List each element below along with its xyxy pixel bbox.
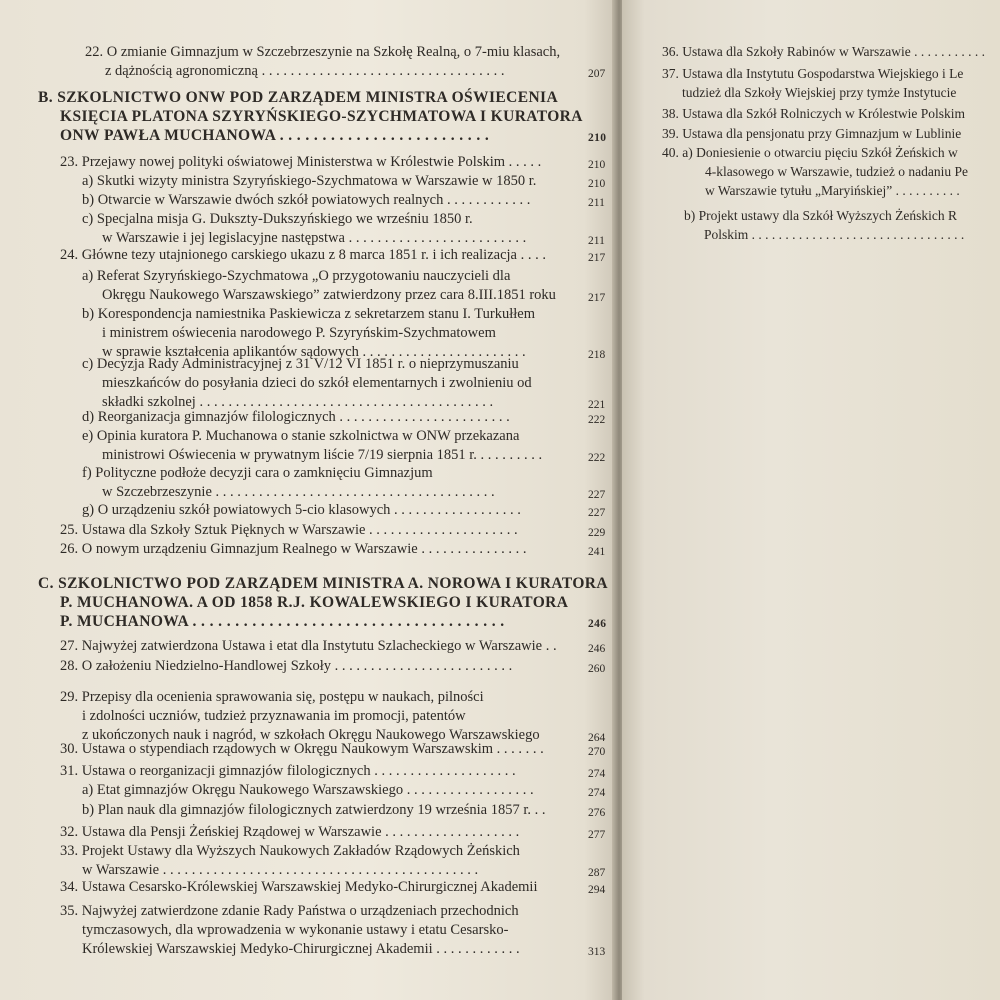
toc-line: 37. Ustawa dla Instytutu Gospodarstwa Wiejskiego i Le: [662, 66, 964, 81]
toc-line: a) Skutki wizyty ministra Szyryńskiego-Szychmatowa w Warszawie w 1850 r.: [82, 173, 537, 189]
toc-line: 30. Ustawa o stypendiach rządowych w Okręgu Naukowym Warszawskim . . . . . . .: [60, 741, 544, 757]
toc-line: 36. Ustawa dla Szkoły Rabinów w Warszawie . . . . . . . . . . .: [662, 44, 985, 59]
toc-line: KSIĘCIA PLATONA SZYRYŃSKIEGO-SZYCHMATOWA I KURATORA: [60, 108, 583, 125]
toc-line: d) Reorganizacja gimnazjów filologicznych . . . . . . . . . . . . . . . . . . . . . . . .: [82, 409, 510, 425]
toc-page-number: 207: [588, 68, 606, 80]
toc-line: 22. O zmianie Gimnazjum w Szczebrzeszynie na Szkołę Realną, o 7-miu klasach,: [85, 44, 561, 60]
toc-line: C. SZKOLNICTWO POD ZARZĄDEM MINISTRA A. NOROWA I KURATORA: [38, 575, 608, 592]
toc-line: Królewskiej Warszawskiej Medyko-Chirurgicznej Akademii . . . . . . . . . . . .: [82, 941, 520, 957]
toc-line: Okręgu Naukowego Warszawskiego” zatwierdzony przez cara 8.III.1851 roku: [102, 287, 556, 303]
toc-page-number: 218: [588, 349, 606, 361]
toc-page-number: 264: [588, 732, 606, 744]
toc-page-number: 274: [588, 768, 606, 780]
toc-line: e) Opinia kuratora P. Muchanowa o stanie szkolnictwa w ONW przekazana: [82, 428, 520, 444]
toc-page-number: 313: [588, 946, 606, 958]
toc-page-number: 294: [588, 884, 606, 896]
toc-page-number: 210: [588, 178, 606, 190]
toc-line: 27. Najwyżej zatwierdzona Ustawa i etat dla Instytutu Szlacheckiego w Warszawie . .: [60, 638, 557, 654]
toc-page-number: 260: [588, 663, 606, 675]
toc-line: składki szkolnej . . . . . . . . . . . . . . . . . . . . . . . . . . . . . . . . . . . . . . . . .: [102, 394, 494, 410]
toc-line: w Warszawie tytułu „Maryińskiej” . . . . . . . . . .: [705, 183, 960, 198]
toc-page-number: 227: [588, 489, 606, 501]
toc-line: 29. Przepisy dla ocenienia sprawowania się, postępu w naukach, pilności: [60, 689, 484, 705]
toc-page-number: 211: [588, 235, 605, 247]
toc-line: 40. a) Doniesienie o otwarciu pięciu Szkół Żeńskich w: [662, 145, 958, 160]
toc-line: ONW PAWŁA MUCHANOWA . . . . . . . . . . . . . . . . . . . . . . . . .: [60, 127, 490, 144]
toc-line: 24. Główne tezy utajnionego carskiego ukazu z 8 marca 1851 r. i ich realizacja . . . .: [60, 247, 546, 263]
toc-line: B. SZKOLNICTWO ONW POD ZARZĄDEM MINISTRA OŚWIECENIA: [38, 89, 559, 106]
toc-page-number: 210: [588, 132, 607, 144]
toc-page-number: 277: [588, 829, 606, 841]
toc-page-number: 217: [588, 252, 606, 264]
toc-line: i zdolności uczniów, tudzież przyznawania im promocji, patentów: [82, 708, 466, 724]
toc-line: b) Otwarcie w Warszawie dwóch szkół powiatowych realnych . . . . . . . . . . . .: [82, 192, 531, 208]
toc-line: z ukończonych nauk i nagród, w szkołach Okręgu Naukowego Warszawskiego: [82, 727, 540, 743]
toc-page-number: 246: [588, 618, 607, 630]
toc-page-number: 276: [588, 807, 606, 819]
toc-page-number: 227: [588, 507, 606, 519]
toc-line: tymczasowych, dla wprowadzenia w wykonanie ustawy i etatu Cesarsko-: [82, 922, 509, 938]
toc-line: 4-klasowego w Warszawie, tudzież o nadaniu Pe: [705, 164, 968, 179]
toc-line: Polskim . . . . . . . . . . . . . . . . . . . . . . . . . . . . . . . .: [704, 227, 965, 242]
toc-page-number: 246: [588, 643, 606, 655]
toc-line: 31. Ustawa o reorganizacji gimnazjów filologicznych . . . . . . . . . . . . . . . . . . . .: [60, 763, 516, 779]
toc-line: a) Etat gimnazjów Okręgu Naukowego Warszawskiego . . . . . . . . . . . . . . . . . .: [82, 782, 534, 798]
toc-page-number: 222: [588, 452, 606, 464]
toc-line: 33. Projekt Ustawy dla Wyższych Naukowych Zakładów Rządowych Żeńskich: [60, 843, 520, 859]
toc-page-number: 210: [588, 159, 606, 171]
toc-line: w Warszawie . . . . . . . . . . . . . . . . . . . . . . . . . . . . . . . . . . . . . . . . . . . .: [82, 862, 479, 878]
toc-line: a) Referat Szyryńskiego-Szychmatowa „O przygotowaniu nauczycieli dla: [82, 268, 511, 284]
toc-line: P. MUCHANOWA. A OD 1858 R.J. KOWALEWSKIEGO I KURATORA: [60, 594, 569, 611]
toc-page-number: 217: [588, 292, 606, 304]
toc-line: 28. O założeniu Niedzielno-Handlowej Szkoły . . . . . . . . . . . . . . . . . . . . . . . . .: [60, 658, 513, 674]
toc-line: i ministrem oświecenia narodowego P. Szyryńskim-Szychmatowem: [102, 325, 496, 341]
toc-line: w sprawie kształcenia aplikantów sądowych . . . . . . . . . . . . . . . . . . . . . . .: [102, 344, 526, 360]
toc-line: 26. O nowym urządzeniu Gimnazjum Realnego w Warszawie . . . . . . . . . . . . . . .: [60, 541, 527, 557]
toc-line: 25. Ustawa dla Szkoły Sztuk Pięknych w Warszawie . . . . . . . . . . . . . . . . . . . . .: [60, 522, 518, 538]
toc-line: w Szczebrzeszynie . . . . . . . . . . . . . . . . . . . . . . . . . . . . . . . . . . . . . . .: [102, 484, 495, 500]
toc-page-number: 241: [588, 546, 606, 558]
toc-page-number: 270: [588, 746, 606, 758]
toc-page-number: 211: [588, 197, 605, 209]
toc-line: 35. Najwyżej zatwierdzone zdanie Rady Państwa o urządzeniach przechodnich: [60, 903, 519, 919]
toc-line: c) Specjalna misja G. Dukszty-Dukszyńskiego we wrześniu 1850 r.: [82, 211, 473, 227]
toc-line: ministrowi Oświecenia w prywatnym liście 7/19 sierpnia 1851 r. . . . . . . . . .: [102, 447, 543, 463]
toc-line: 39. Ustawa dla pensjonatu przy Gimnazjum w Lublinie: [662, 126, 962, 141]
right-page: [622, 0, 1000, 1000]
toc-line: c) Decyzja Rady Administracyjnej z 31 V/12 VI 1851 r. o nieprzymuszaniu: [82, 356, 519, 372]
toc-page-number: 222: [588, 414, 606, 426]
toc-line: 34. Ustawa Cesarsko-Królewskiej Warszawskiej Medyko-Chirurgicznej Akademii: [60, 879, 538, 895]
toc-page-number: 287: [588, 867, 606, 879]
toc-page-number: 221: [588, 399, 606, 411]
toc-line: b) Plan nauk dla gimnazjów filologicznych zatwierdzony 19 września 1857 r. . .: [82, 802, 546, 818]
toc-line: 38. Ustawa dla Szkół Rolniczych w Królestwie Polskim: [662, 106, 965, 121]
toc-line: g) O urządzeniu szkół powiatowych 5-cio klasowych . . . . . . . . . . . . . . . . . .: [82, 502, 521, 518]
toc-line: z dążnością agronomiczną . . . . . . . . . . . . . . . . . . . . . . . . . . . . . . . . . .: [105, 63, 505, 79]
toc-line: mieszkańców do posyłania dzieci do szkół elementarnych i zwolnieniu od: [102, 375, 532, 391]
toc-line: b) Projekt ustawy dla Szkół Wyższych Żeńskich R: [684, 208, 958, 223]
toc-line: P. MUCHANOWA . . . . . . . . . . . . . . . . . . . . . . . . . . . . . . . . . . . . .: [60, 613, 505, 630]
toc-line: 32. Ustawa dla Pensji Żeńskiej Rządowej w Warszawie . . . . . . . . . . . . . . . . . . .: [60, 824, 520, 840]
toc-line: b) Korespondencja namiestnika Paskiewicza z sekretarzem stanu I. Turkułłem: [82, 306, 535, 322]
toc-line: f) Polityczne podłoże decyzji cara o zamknięciu Gimnazjum: [82, 465, 433, 481]
toc-line: 23. Przejawy nowej polityki oświatowej Ministerstwa w Królestwie Polskim . . . . .: [60, 154, 542, 170]
toc-line: tudzież dla Szkoły Wiejskiej przy tymże Instytucie: [682, 85, 957, 100]
toc-page-number: 274: [588, 787, 606, 799]
toc-page-number: 229: [588, 527, 606, 539]
toc-line: w Warszawie i jej legislacyjne następstwa . . . . . . . . . . . . . . . . . . . . . . . . .: [102, 230, 527, 246]
